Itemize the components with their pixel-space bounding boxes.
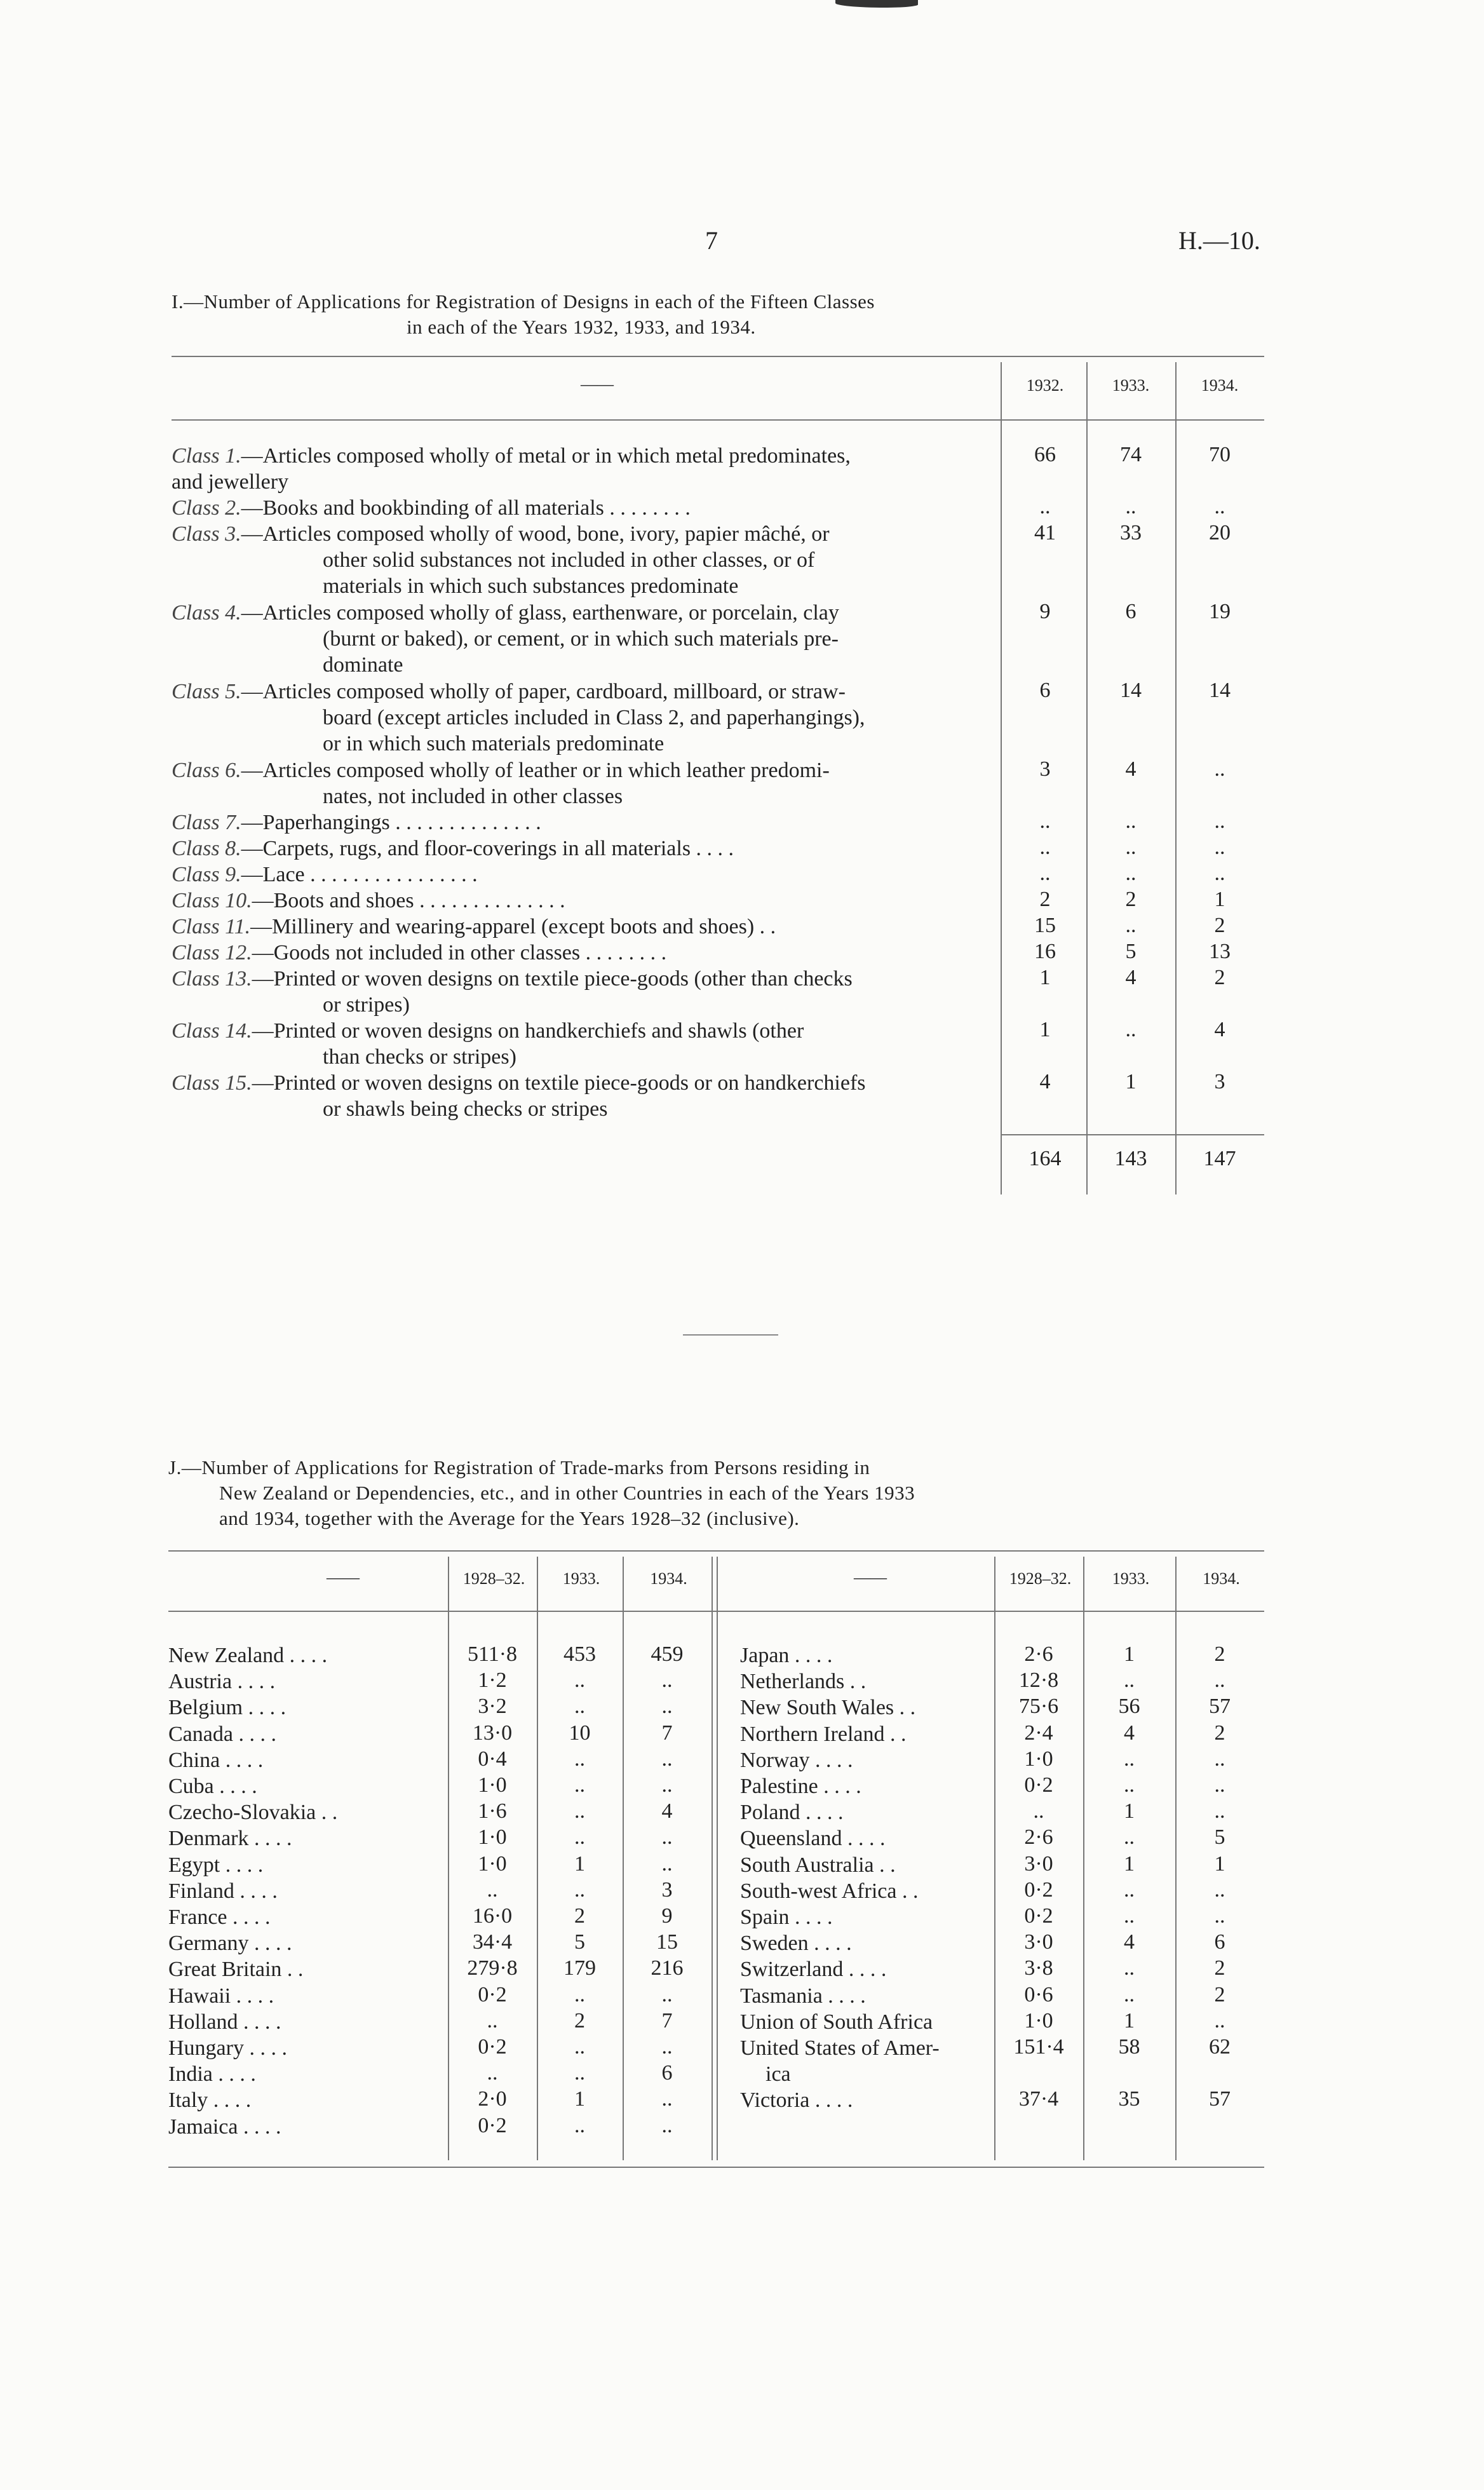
value-cell: .. xyxy=(1124,1956,1135,1980)
class-row xyxy=(172,914,991,940)
section-j-title xyxy=(168,1455,915,1531)
value-cell: 56 xyxy=(1118,1695,1140,1718)
section-i-title-line2: in each of the Years 1932, 1933, and 1934. xyxy=(407,316,756,338)
value-cell: 6 xyxy=(1125,600,1137,623)
country-name: Cuba . . . . xyxy=(168,1775,257,1798)
table-j-col-1934-right: 1934. xyxy=(1203,1569,1240,1588)
value-cell: 12·8 xyxy=(1018,1668,1059,1692)
value-cell: 1·0 xyxy=(1024,1747,1053,1771)
country-name: Egypt . . . . xyxy=(168,1853,264,1877)
class-description: —Books and bookbinding of all materials . . . . . . . . xyxy=(241,496,691,520)
value-cell: 34·4 xyxy=(472,1930,513,1954)
value-cell: 179 xyxy=(563,1956,596,1980)
value-cell: 19 xyxy=(1209,600,1231,623)
value-cell: 3·2 xyxy=(478,1695,507,1718)
value-cell: 1 xyxy=(1125,1070,1137,1093)
value-cell: 0·2 xyxy=(1024,1904,1053,1928)
value-cell: 1 xyxy=(1214,888,1225,911)
total-1934: 147 xyxy=(1203,1147,1236,1170)
value-cell: .. xyxy=(574,2114,585,2137)
section-j-title-line3: and 1934, together with the Average for the Years 1928–32 (inclusive). xyxy=(219,1507,800,1529)
class-description: —Articles composed wholly of paper, cardboard, millboard, or straw- xyxy=(241,680,846,703)
value-cell: 6 xyxy=(1214,1930,1225,1954)
value-cell: .. xyxy=(1124,1825,1135,1849)
value-cell: .. xyxy=(1214,1773,1225,1797)
country-name: South-west Africa . . xyxy=(740,1879,919,1903)
value-cell: 4 xyxy=(1124,1721,1135,1745)
class-row xyxy=(172,679,991,757)
country-name-cont: ica xyxy=(766,2062,791,2086)
class-label: Class 1. xyxy=(172,444,241,468)
value-cell: .. xyxy=(574,1825,585,1849)
country-name: China . . . . xyxy=(168,1749,264,1772)
class-label: Class 12. xyxy=(172,941,252,964)
table-j-col-1934-left: 1934. xyxy=(650,1569,687,1588)
value-cell: 3·0 xyxy=(1024,1852,1053,1876)
class-description: —Articles composed wholly of glass, earthenware, or porcelain, clay xyxy=(241,601,839,625)
class-description: —Lace . . . . . . . . . . . . . . . . xyxy=(241,863,478,886)
value-cell: 6 xyxy=(661,2061,673,2085)
value-cell: 1·0 xyxy=(478,1773,507,1797)
value-cell: 453 xyxy=(563,1642,596,1666)
country-name: Hawaii . . . . xyxy=(168,1984,274,2008)
value-cell: .. xyxy=(661,1852,673,1876)
value-cell: .. xyxy=(1124,1983,1135,2006)
country-name: Italy . . . . xyxy=(168,2088,252,2112)
class-row xyxy=(172,888,991,914)
value-cell: .. xyxy=(574,1747,585,1771)
country-name: Belgium . . . . xyxy=(168,1696,287,1719)
class-description: —Goods not included in other classes . . . . . . . . xyxy=(252,941,667,964)
value-cell: 0·2 xyxy=(478,2114,507,2137)
value-cell: 7 xyxy=(661,1721,673,1745)
value-cell: .. xyxy=(1124,1747,1135,1771)
country-name: Great Britain . . xyxy=(168,1958,304,1981)
value-cell: 13 xyxy=(1209,940,1231,963)
value-cell: 14 xyxy=(1120,679,1142,702)
value-cell: 2 xyxy=(574,2009,585,2033)
country-name: Northern Ireland . . xyxy=(740,1722,907,1746)
value-cell: .. xyxy=(574,1668,585,1692)
value-cell: 2 xyxy=(1214,1721,1225,1745)
value-cell: 1 xyxy=(1039,1018,1051,1041)
value-cell: .. xyxy=(1039,862,1051,885)
table-i-col-1932: 1932. xyxy=(1026,376,1064,395)
value-cell: .. xyxy=(1214,757,1225,781)
value-cell: 2 xyxy=(1214,1642,1225,1666)
class-label: Class 14. xyxy=(172,1019,252,1043)
country-name: Union of South Africa xyxy=(740,2010,933,2034)
table-i-head-rule xyxy=(172,419,1264,421)
value-cell: .. xyxy=(1124,1904,1135,1928)
class-row xyxy=(172,862,991,888)
value-cell: .. xyxy=(574,1695,585,1718)
country-name: Austria . . . . xyxy=(168,1670,276,1693)
value-cell: .. xyxy=(1033,1799,1044,1823)
value-cell: 57 xyxy=(1209,2087,1231,2111)
value-cell: 2·4 xyxy=(1024,1721,1053,1745)
class-description: —Printed or woven designs on textile piece-goods (other than checks xyxy=(252,967,853,991)
country-name: Queensland . . . . xyxy=(740,1827,886,1850)
value-cell: .. xyxy=(574,1773,585,1797)
value-cell: .. xyxy=(1214,1747,1225,1771)
value-cell: 2·6 xyxy=(1024,1642,1053,1666)
section-separator xyxy=(683,1334,778,1336)
country-name: Poland . . . . xyxy=(740,1801,844,1824)
value-cell: .. xyxy=(574,2035,585,2059)
class-row xyxy=(172,940,991,966)
class-description: —Paperhangings . . . . . . . . . . . . . . xyxy=(241,811,541,834)
value-cell: 2 xyxy=(1214,1956,1225,1980)
value-cell: .. xyxy=(661,1825,673,1849)
table-j-col-divider xyxy=(712,1557,713,2160)
value-cell: 35 xyxy=(1118,2087,1140,2111)
class-row xyxy=(172,443,991,495)
country-name: Netherlands . . xyxy=(740,1670,867,1693)
table-i-stub-head: —— xyxy=(581,375,614,393)
country-name: Switzerland . . . . xyxy=(740,1958,887,1981)
value-cell: .. xyxy=(1214,1878,1225,1902)
class-description-cont: or in which such materials predominate xyxy=(323,732,664,755)
table-i-col-1934: 1934. xyxy=(1201,376,1239,395)
table-j-col-avg-right: 1928–32. xyxy=(1009,1569,1072,1588)
value-cell: 75·6 xyxy=(1018,1695,1059,1718)
value-cell: 511·8 xyxy=(467,1642,518,1666)
class-description-cont: nates, not included in other classes xyxy=(323,785,623,808)
value-cell: .. xyxy=(1039,809,1051,833)
country-name: Japan . . . . xyxy=(740,1644,833,1667)
value-cell: .. xyxy=(1214,862,1225,885)
class-description-cont: (burnt or baked), or cement, or in which such materials pre- xyxy=(323,627,839,651)
class-label: Class 8. xyxy=(172,837,241,860)
country-name: India . . . . xyxy=(168,2062,256,2086)
value-cell: 4 xyxy=(1125,966,1137,989)
value-cell: .. xyxy=(1125,495,1137,518)
value-cell: .. xyxy=(661,1983,673,2006)
class-row xyxy=(172,1070,991,1122)
value-cell: 1·6 xyxy=(478,1799,507,1823)
value-cell: 3·0 xyxy=(1024,1930,1053,1954)
value-cell: .. xyxy=(1214,1668,1225,1692)
value-cell: 5 xyxy=(1214,1825,1225,1849)
value-cell: .. xyxy=(487,2061,498,2085)
value-cell: 13·0 xyxy=(472,1721,513,1745)
class-description-cont: board (except articles included in Class 2, and paperhangings), xyxy=(323,706,865,729)
class-row xyxy=(172,600,991,678)
class-description-cont: or stripes) xyxy=(323,993,410,1017)
value-cell: .. xyxy=(487,1878,498,1902)
class-row xyxy=(172,836,991,862)
value-cell: 279·8 xyxy=(467,1956,518,1980)
class-label: Class 4. xyxy=(172,601,241,625)
class-description: —Articles composed wholly of leather or in which leather predomi- xyxy=(241,759,830,782)
country-name: Finland . . . . xyxy=(168,1879,278,1903)
value-cell: 0·6 xyxy=(1024,1983,1053,2006)
country-name: Hungary . . . . xyxy=(168,2036,287,2060)
value-cell: 5 xyxy=(1125,940,1137,963)
value-cell: 459 xyxy=(651,1642,684,1666)
value-cell: 15 xyxy=(656,1930,678,1954)
value-cell: .. xyxy=(1124,1878,1135,1902)
value-cell: 41 xyxy=(1034,521,1056,545)
class-label: Class 15. xyxy=(172,1071,252,1095)
class-description: —Millinery and wearing-apparel (except boots and shoes) . . xyxy=(250,915,776,938)
value-cell: .. xyxy=(1039,495,1051,518)
table-j-col-1933-right: 1933. xyxy=(1112,1569,1150,1588)
value-cell: 57 xyxy=(1209,1695,1231,1718)
value-cell: 37·4 xyxy=(1018,2087,1059,2111)
value-cell: 62 xyxy=(1209,2035,1231,2059)
value-cell: 1 xyxy=(574,1852,585,1876)
country-name: Palestine . . . . xyxy=(740,1775,861,1798)
value-cell: .. xyxy=(1125,862,1137,885)
class-label: Class 9. xyxy=(172,863,241,886)
table-j-bottom-rule xyxy=(168,2167,1264,2168)
value-cell: 0·4 xyxy=(478,1747,507,1771)
value-cell: 16·0 xyxy=(472,1904,513,1928)
value-cell: 2 xyxy=(1125,888,1137,911)
value-cell: .. xyxy=(661,1695,673,1718)
value-cell: 1 xyxy=(1039,966,1051,989)
value-cell: 3·8 xyxy=(1024,1956,1053,1980)
value-cell: 2 xyxy=(1214,914,1225,937)
class-row xyxy=(172,757,991,809)
value-cell: 1·0 xyxy=(478,1852,507,1876)
value-cell: 58 xyxy=(1118,2035,1140,2059)
value-cell: 1 xyxy=(1124,1852,1135,1876)
value-cell: 9 xyxy=(661,1904,673,1928)
class-description: —Printed or woven designs on handkerchiefs and shawls (other xyxy=(252,1019,804,1043)
class-description: —Boots and shoes . . . . . . . . . . . . . . xyxy=(252,889,565,912)
section-i-title xyxy=(172,289,875,340)
country-name: Denmark . . . . xyxy=(168,1827,292,1850)
country-name: Jamaica . . . . xyxy=(168,2115,281,2139)
value-cell: 2·0 xyxy=(478,2087,507,2111)
section-j-title-line1: J.—Number of Applications for Registration of Trade-marks from Persons residing in xyxy=(168,1456,870,1478)
value-cell: 2·6 xyxy=(1024,1825,1053,1849)
class-label: Class 2. xyxy=(172,496,241,520)
total-1932: 164 xyxy=(1029,1147,1062,1170)
class-description: —Printed or woven designs on textile piece-goods or on handkerchiefs xyxy=(252,1071,866,1095)
table-i-col-divider xyxy=(1086,362,1088,1194)
table-i-top-rule xyxy=(172,356,1264,357)
value-cell: 1 xyxy=(574,2087,585,2111)
table-i-col-1933: 1933. xyxy=(1112,376,1150,395)
value-cell: .. xyxy=(574,1878,585,1902)
page-scan-mark xyxy=(835,0,918,8)
class-description: —Articles composed wholly of metal or in which metal predominates, xyxy=(241,444,851,468)
value-cell: .. xyxy=(1039,836,1051,859)
class-label: Class 6. xyxy=(172,759,241,782)
page-reference: H.—10. xyxy=(1178,226,1260,255)
table-j-col-avg-left: 1928–32. xyxy=(462,1569,525,1588)
page-number: 7 xyxy=(705,226,718,255)
value-cell: 2 xyxy=(1214,966,1225,989)
value-cell: 2 xyxy=(1214,1983,1225,2006)
country-name: Norway . . . . xyxy=(740,1749,853,1772)
value-cell: .. xyxy=(1214,1799,1225,1823)
value-cell: .. xyxy=(661,1773,673,1797)
country-name: France . . . . xyxy=(168,1905,271,1929)
value-cell: .. xyxy=(1214,836,1225,859)
value-cell: .. xyxy=(1214,1904,1225,1928)
value-cell: 1·0 xyxy=(478,1825,507,1849)
value-cell: 16 xyxy=(1034,940,1056,963)
class-description-cont: materials in which such substances predominate xyxy=(323,574,739,598)
value-cell: 1·0 xyxy=(1024,2009,1053,2033)
country-name: Sweden . . . . xyxy=(740,1932,852,1955)
class-row xyxy=(172,495,991,521)
value-cell: .. xyxy=(1125,836,1137,859)
class-row xyxy=(172,966,991,1018)
class-description-cont: dominate xyxy=(323,653,403,677)
table-j-col-divider xyxy=(717,1557,718,2160)
value-cell: .. xyxy=(661,1747,673,1771)
country-name: New South Wales . . xyxy=(740,1696,916,1719)
table-j-stub-head-left: —— xyxy=(327,1568,360,1587)
value-cell: 0·2 xyxy=(1024,1878,1053,1902)
class-row xyxy=(172,809,991,836)
class-label: Class 13. xyxy=(172,967,252,991)
value-cell: 66 xyxy=(1034,443,1056,466)
value-cell: .. xyxy=(574,1983,585,2006)
value-cell: 0·2 xyxy=(478,1983,507,2006)
value-cell: .. xyxy=(487,2009,498,2033)
value-cell: 10 xyxy=(569,1721,591,1745)
value-cell: .. xyxy=(1125,914,1137,937)
value-cell: .. xyxy=(1125,1018,1137,1041)
value-cell: .. xyxy=(1214,2009,1225,2033)
value-cell: 4 xyxy=(1039,1070,1051,1093)
value-cell: 3 xyxy=(1214,1070,1225,1093)
class-label: Class 10. xyxy=(172,889,252,912)
value-cell: 216 xyxy=(651,1956,684,1980)
table-j-stub-head-right: —— xyxy=(854,1568,887,1587)
value-cell: 9 xyxy=(1039,600,1051,623)
country-name: South Australia . . xyxy=(740,1853,896,1877)
class-row xyxy=(172,1018,991,1070)
country-name: Canada . . . . xyxy=(168,1722,276,1746)
country-name: Holland . . . . xyxy=(168,2010,281,2034)
section-j-title-line2: New Zealand or Dependencies, etc., and in other Countries in each of the Years 1933 xyxy=(219,1482,915,1504)
value-cell: 15 xyxy=(1034,914,1056,937)
value-cell: .. xyxy=(661,2114,673,2137)
value-cell: 1·2 xyxy=(478,1668,507,1692)
class-label: Class 3. xyxy=(172,522,241,546)
class-label: Class 5. xyxy=(172,680,241,703)
class-description-cont: than checks or stripes) xyxy=(323,1045,516,1069)
country-name: Germany . . . . xyxy=(168,1932,292,1955)
table-j-col-1933-left: 1933. xyxy=(562,1569,600,1588)
value-cell: 14 xyxy=(1209,679,1231,702)
class-description-cont: or shawls being checks or stripes xyxy=(323,1097,608,1121)
value-cell: 0·2 xyxy=(1024,1773,1053,1797)
value-cell: .. xyxy=(1124,1773,1135,1797)
table-j-top-rule xyxy=(168,1550,1264,1552)
value-cell: 5 xyxy=(574,1930,585,1954)
value-cell: 2 xyxy=(574,1904,585,1928)
value-cell: 1 xyxy=(1124,1799,1135,1823)
value-cell: 70 xyxy=(1209,443,1231,466)
total-1933: 143 xyxy=(1114,1147,1147,1170)
class-description: —Articles composed wholly of wood, bone, ivory, papier mâché, or xyxy=(241,522,830,546)
value-cell: 1 xyxy=(1124,2009,1135,2033)
value-cell: .. xyxy=(661,2035,673,2059)
value-cell: 7 xyxy=(661,2009,673,2033)
value-cell: 2 xyxy=(1039,888,1051,911)
class-label: Class 7. xyxy=(172,811,241,834)
value-cell: .. xyxy=(1125,809,1137,833)
country-name: Tasmania . . . . xyxy=(740,1984,866,2008)
table-i-total-rule xyxy=(1001,1134,1264,1135)
value-cell: 33 xyxy=(1120,521,1142,545)
class-label: Class 11. xyxy=(172,915,251,938)
country-name: Czecho-Slovakia . . xyxy=(168,1801,338,1824)
class-description-cont: other solid substances not included in other classes, or of xyxy=(323,548,815,572)
country-name: United States of Amer- xyxy=(740,2036,940,2060)
value-cell: 1 xyxy=(1124,1642,1135,1666)
value-cell: .. xyxy=(661,1668,673,1692)
country-name: New Zealand . . . . xyxy=(168,1644,328,1667)
value-cell: 4 xyxy=(1214,1018,1225,1041)
class-description: —Carpets, rugs, and floor-coverings in all materials . . . . xyxy=(241,837,734,860)
section-i-title-line1: I.—Number of Applications for Registration of Designs in each of the Fifteen Classes xyxy=(172,290,875,313)
value-cell: 1 xyxy=(1214,1852,1225,1876)
table-i-col-divider xyxy=(1001,362,1002,1194)
value-cell: 4 xyxy=(1125,757,1137,781)
value-cell: .. xyxy=(661,2087,673,2111)
table-i-col-divider xyxy=(1175,362,1177,1194)
country-name: Victoria . . . . xyxy=(740,2088,853,2112)
value-cell: .. xyxy=(1214,809,1225,833)
value-cell: .. xyxy=(574,2061,585,2085)
value-cell: .. xyxy=(1124,1668,1135,1692)
value-cell: 4 xyxy=(1124,1930,1135,1954)
value-cell: 3 xyxy=(661,1878,673,1902)
value-cell: 74 xyxy=(1120,443,1142,466)
value-cell: 4 xyxy=(661,1799,673,1823)
value-cell: 0·2 xyxy=(478,2035,507,2059)
class-description-cont: and jewellery xyxy=(172,470,289,494)
value-cell: 151·4 xyxy=(1013,2035,1064,2059)
value-cell: 3 xyxy=(1039,757,1051,781)
value-cell: 6 xyxy=(1039,679,1051,702)
class-row xyxy=(172,521,991,599)
value-cell: .. xyxy=(574,1799,585,1823)
value-cell: .. xyxy=(1214,495,1225,518)
value-cell: 20 xyxy=(1209,521,1231,545)
country-name: Spain . . . . xyxy=(740,1905,833,1929)
